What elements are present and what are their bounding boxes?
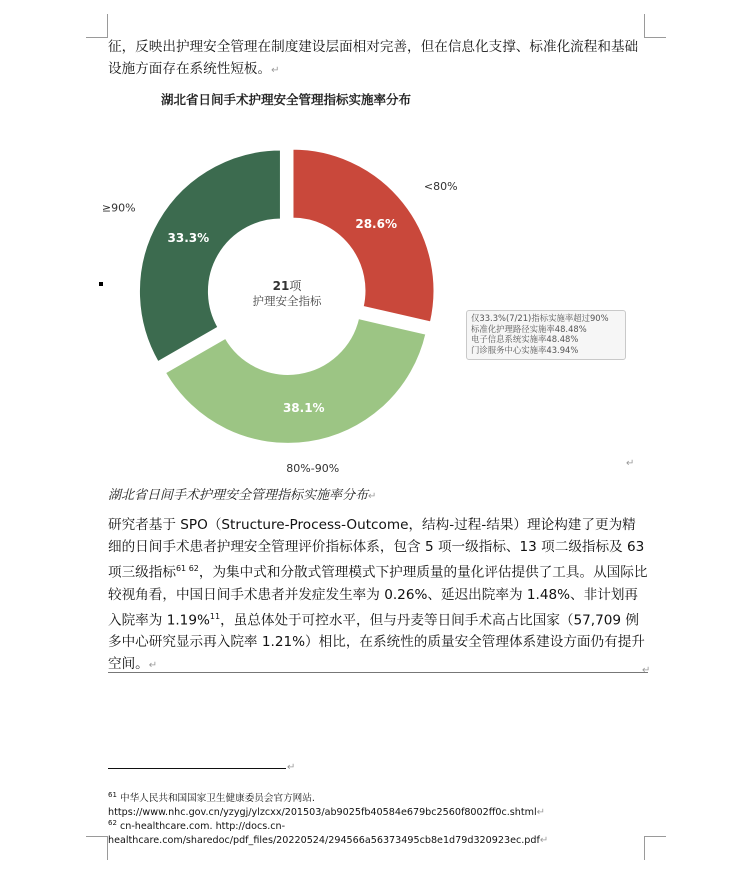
slice-value-label: 33.3% [167, 230, 210, 245]
paragraph-mark: ↵ [368, 491, 377, 502]
chart-end-mark: ↵ [626, 458, 635, 469]
footnote-ref[interactable]: 61 62 [175, 564, 199, 573]
center-value: 21项 [272, 279, 302, 293]
footnote-text: cn-healthcare.com. http://docs.cn- [119, 821, 286, 833]
chart-title: 湖北省日间手术护理安全管理指标实施率分布 [160, 92, 412, 107]
body-text-3: ，虽总体处于可控水平，但与丹麦等日间手术高占比国家（57,709 例多中心研究显示再入院率 1.21%）相比，在系统性的质量安全管理体系建设方面仍有提升空间。 [108, 612, 645, 673]
figure-caption-text: 湖北省日间手术护理安全管理指标实施率分布 [108, 488, 369, 503]
footnote-separator [108, 768, 286, 769]
paragraph-mark: ↵ [536, 807, 546, 819]
slice-value-label: 38.1% [282, 400, 325, 415]
center-text: 护理安全指标 [252, 294, 322, 308]
divider-mark: ↵ [642, 665, 651, 676]
footnote-link[interactable]: https://www.nhc.gov.cn/yzygj/ylzcxx/201503/ab9025fb40584e679bc2560f8002ff0c.shtml [108, 807, 537, 819]
annotation-box [466, 310, 626, 360]
figure-caption [108, 484, 376, 503]
separator-mark: ↵ [287, 762, 296, 773]
body-text-2: ，为集中式和分散式管理模式下护理质量的量化评估提供了工具。从国际比较视角看，中国日间手术患者并发症发生率为 0.26%、延迟出院率为 1.48%、非计划再入院率为 1.19% [108, 564, 648, 629]
slice-category-label: ≥90% [101, 201, 136, 215]
body-text-1: 研究者基于 SPO（Structure-Process-Outcome，结构-过程-结果）理论构建了更为精细的日间手术患者护理安全管理评价指标体系，包含 5 项一级指标、13 项二级指标及 63 项三级指标 [108, 517, 645, 581]
footnote-ref[interactable]: 11 [209, 611, 221, 621]
paragraph-mark: ↵ [271, 65, 280, 76]
annotation-line: 仅33.3%(7/21)指标实施率超过90% [471, 313, 609, 323]
slice-category-label: 80%-90% [286, 462, 340, 476]
footnote-number: 62 [108, 819, 117, 827]
paragraph-mark: ↵ [148, 660, 158, 672]
footnote-text: 中华人民共和国国家卫生健康委员会官方网站. [119, 793, 315, 805]
annotation-line: 标准化护理路径实施率48.48% [471, 323, 587, 334]
slice-category-label: <80% [423, 180, 458, 194]
footnote-number: 61 [108, 791, 117, 799]
body-paragraph [108, 514, 651, 677]
intro-text: 征，反映出护理安全管理在制度建设层面相对完善，但在信息化支撑、标准化流程和基础设施方面存在系统性短板。 [108, 39, 639, 77]
donut-slice [165, 318, 427, 444]
annotation-line: 电子信息系统实施率48.48% [471, 334, 579, 344]
crop-mark-bottom-left-h [86, 836, 108, 837]
footnote-62 [108, 816, 668, 848]
donut-slice [139, 149, 281, 362]
slice-value-label: 28.6% [355, 217, 398, 232]
center-label [253, 279, 322, 308]
annotation-line: 门诊服务中心实施率43.94% [471, 344, 579, 355]
paragraph-mark: ↵ [539, 835, 549, 847]
section-divider [108, 672, 648, 673]
footnote-link[interactable]: healthcare.com/sharedoc/pdf_files/20220524/294566a56373495cb8e1d79d320923ec.pdf [108, 835, 540, 847]
